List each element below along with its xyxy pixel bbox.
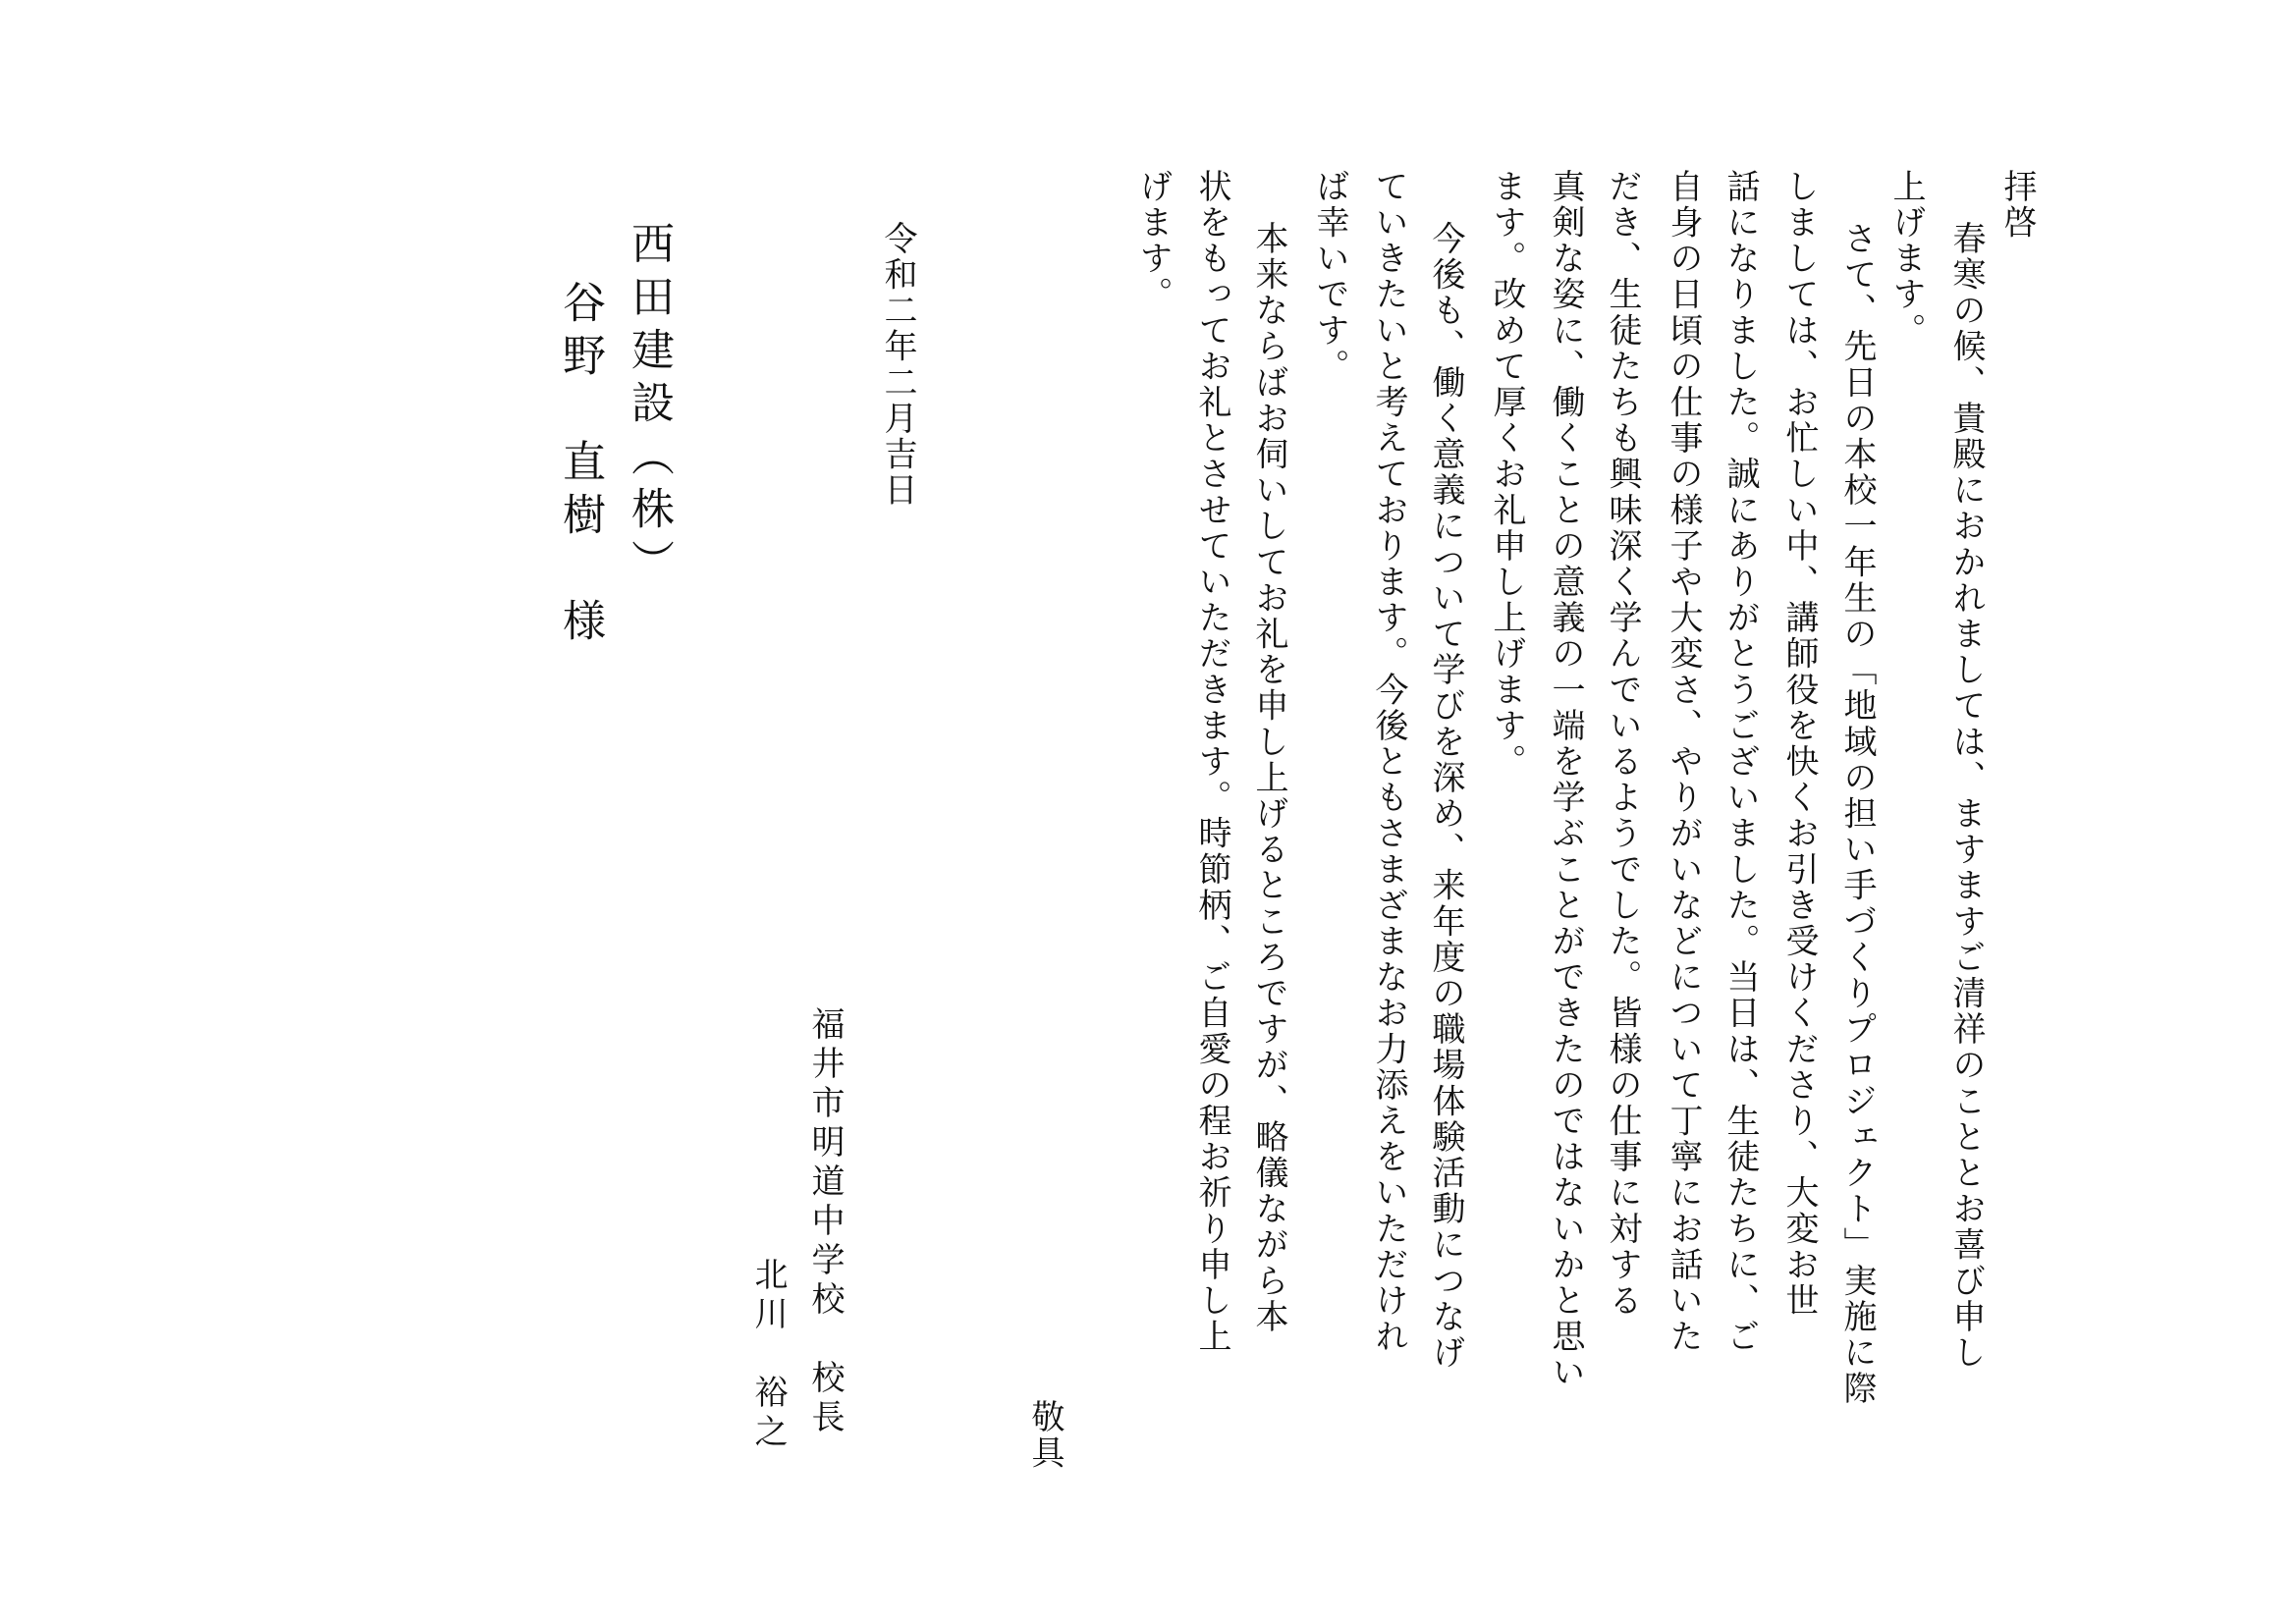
letter-line-3: 上げます。: [1886, 169, 1926, 349]
letter-line-8: だき、生徒たちも興味深く学んでいるようでした。皆様の仕事に対する: [1603, 169, 1642, 1320]
sender-name: 北川 裕之: [748, 1257, 788, 1453]
closing-keigu: 敬具: [1025, 1399, 1065, 1472]
letter-line-11: 今後も、働く意義について学びを深め、来年度の職場体験活動につなげ: [1426, 221, 1465, 1372]
letter-line-16: げます。: [1133, 169, 1173, 313]
letter-line-15: 状をもってお礼とさせていただきます。時節柄、ご自愛の程お祈り申し上: [1192, 169, 1231, 1355]
sender-organization: 福井市明道中学校 校長: [805, 1006, 845, 1438]
letter-line-10: ます。改めて厚くお礼申し上げます。: [1487, 169, 1526, 781]
letter-line-12: ていきたいと考えております。今後ともさまざまなお力添えをいただけれ: [1369, 169, 1408, 1355]
recipient-company: 西田建設（株）: [624, 221, 674, 592]
letter-line-1: 拝啓: [1997, 169, 2037, 242]
letter-line-13: ば幸いです。: [1310, 169, 1349, 385]
letter-line-14: 本来ならばお伺いしてお礼を申し上げるところですが、略儀ながら本: [1249, 221, 1288, 1335]
letter-line-6: 話になりました。誠にありがとうございました。当日は、生徒たちに、ご: [1721, 169, 1760, 1355]
letter-line-5: しましては、お忙しい中、講師役を快くお引き受けくださり、大変お世: [1779, 169, 1819, 1320]
letter-line-4: さて、先日の本校一年生の「地域の担い手づくりプロジェクト」実施に際: [1837, 221, 1877, 1407]
letter-line-2: 春寒の候、貴殿におかれましては、ますますご清祥のこととお喜び申し: [1946, 221, 1986, 1372]
recipient-name: 谷野 直樹 様: [555, 280, 605, 651]
letter-date: 令和二年二月吉日: [878, 221, 917, 509]
letter-line-9: 真剣な姿に、働くことの意義の一端を学ぶことができたのではないかと思い: [1546, 169, 1585, 1391]
letter-line-7: 自身の日頃の仕事の様子や大変さ、やりがいなどについて丁寧にお話いた: [1664, 169, 1703, 1355]
